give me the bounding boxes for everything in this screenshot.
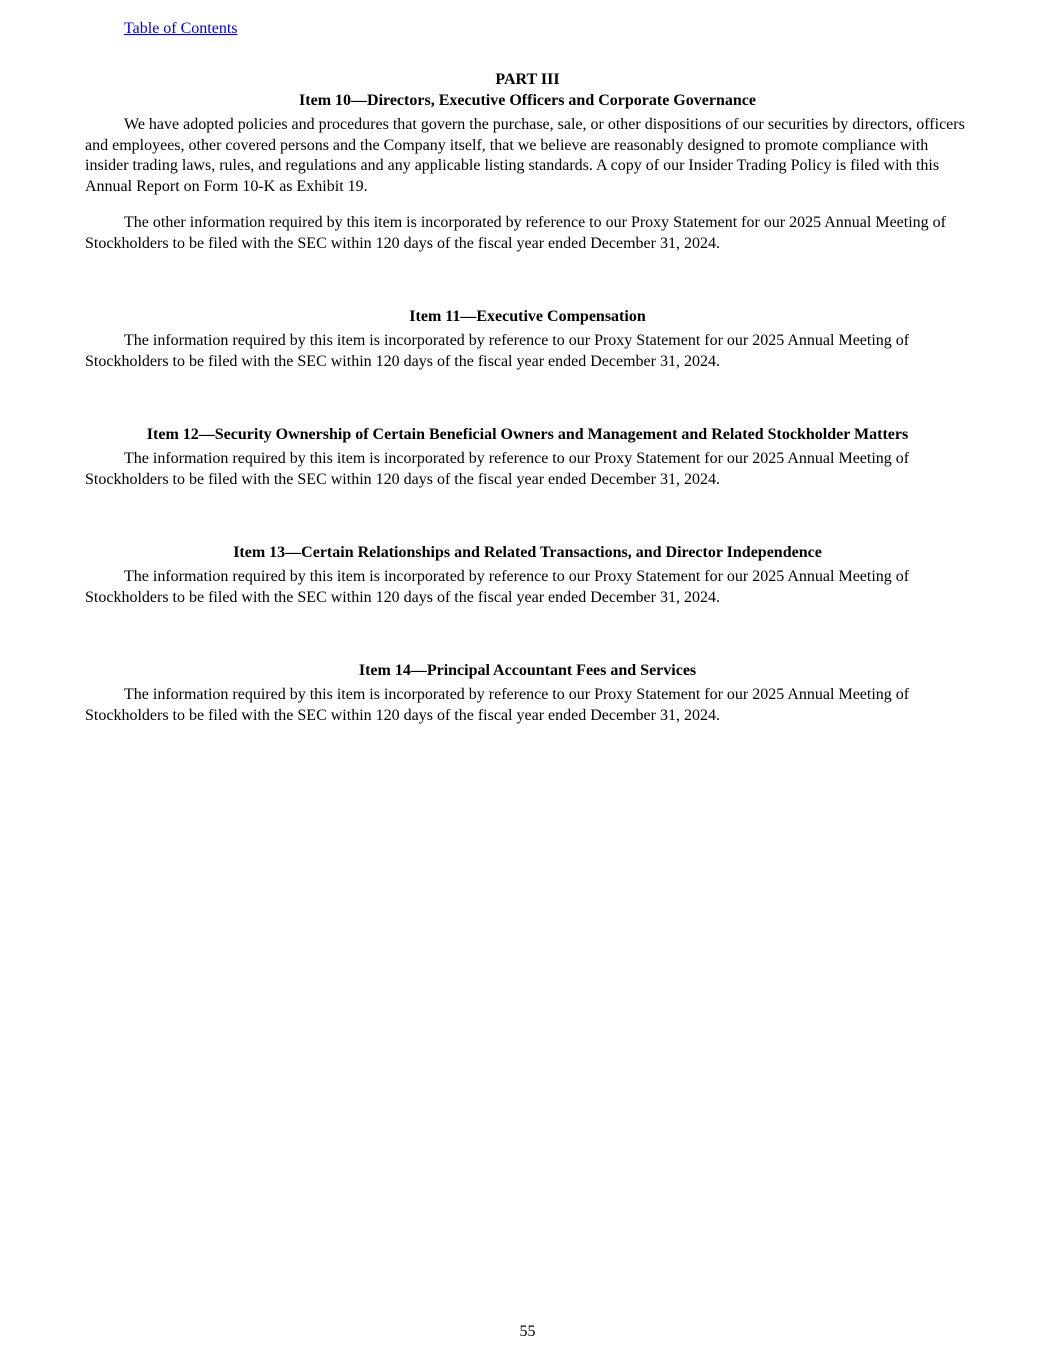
part-title: PART III [495, 71, 560, 88]
document-body [85, 69, 970, 726]
item-12-section [85, 424, 970, 490]
item-10-paragraph-1: We have adopted policies and procedures that govern the purchase, sale, or other dispositions of our securities by directors, officers and employees, other covered persons and the Company itself, that we believe are reasonably designed to promote compliance with insider trading laws, rules, and regulations and any applicable listing standards. A copy of our Insider Trading Policy is filed with this Annual Report on Form 10-K as Exhibit 19. [85, 116, 965, 195]
item-10-heading: Item 10—Directors, Executive Officers and Corporate Governance [299, 92, 756, 109]
item-14-section [85, 660, 970, 726]
item-14-paragraph: The information required by this item is incorporated by reference to our Proxy Statement for our 2025 Annual Meeting of Stockholders to be filed with the SEC within 120 days of the fiscal year ended December 31, 2024. [85, 686, 910, 724]
item-11-paragraph: The information required by this item is incorporated by reference to our Proxy Statement for our 2025 Annual Meeting of Stockholders to be filed with the SEC within 120 days of the fiscal year ended December 31, 2024. [85, 332, 910, 370]
table-of-contents-link[interactable]: Table of Contents [124, 20, 238, 37]
item-10-paragraph-2: The other information required by this item is incorporated by reference to our Proxy Statement for our 2025 Annual Meeting of Stockholders to be filed with the SEC within 120 days of the fiscal year ended December 31, 2024. [85, 214, 946, 252]
item-10-section [85, 90, 970, 254]
item-13-paragraph: The information required by this item is incorporated by reference to our Proxy Statement for our 2025 Annual Meeting of Stockholders to be filed with the SEC within 120 days of the fiscal year ended December 31, 2024. [85, 568, 910, 606]
page-number: 55 [519, 1323, 536, 1340]
item-13-heading: Item 13—Certain Relationships and Related Transactions, and Director Independence [233, 544, 822, 561]
item-11-heading: Item 11—Executive Compensation [409, 308, 646, 325]
item-14-heading: Item 14—Principal Accountant Fees and Services [358, 662, 697, 679]
item-11-section [85, 306, 970, 372]
item-13-section [85, 542, 970, 608]
item-12-heading: Item 12—Security Ownership of Certain Beneficial Owners and Management and Related Stockholder Matters [146, 426, 909, 443]
item-12-paragraph: The information required by this item is incorporated by reference to our Proxy Statement for our 2025 Annual Meeting of Stockholders to be filed with the SEC within 120 days of the fiscal year ended December 31, 2024. [85, 450, 910, 488]
